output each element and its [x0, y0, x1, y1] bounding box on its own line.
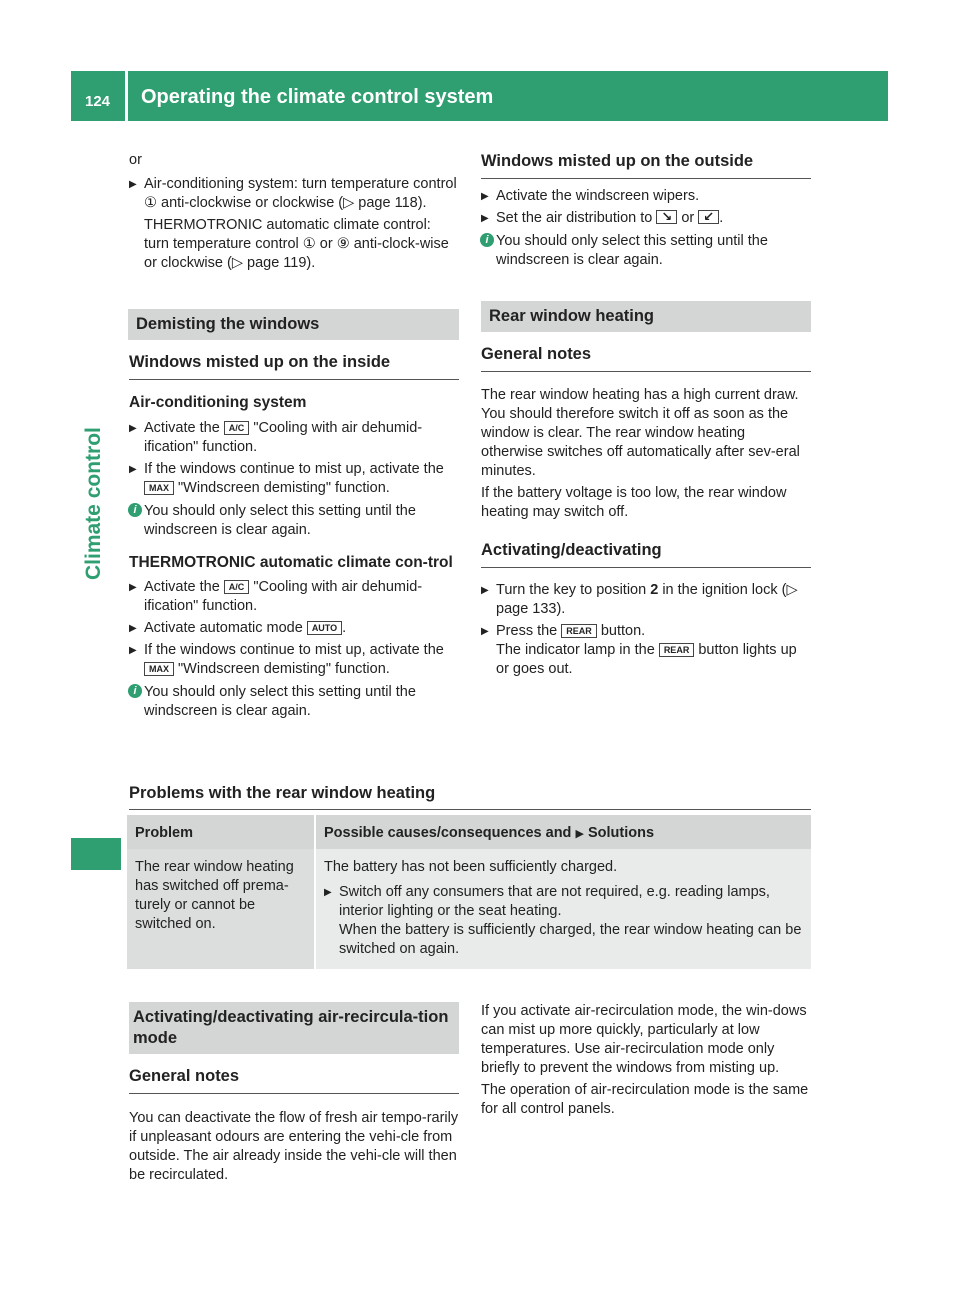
instruction-item: ▶ If the windows continue to mist up, activate the MAX "Windscreen demisting" function.: [129, 641, 459, 679]
instruction-continuation: THERMOTRONIC automatic climate control: turn temperature control ① or ⑨ anti-clock-wise or clockwise (▷ page 119).: [144, 217, 449, 271]
section-heading-recirculation: Activating/deactivating air-recircula-tion mode: [129, 1002, 459, 1054]
header-divider: [125, 71, 128, 121]
paragraph: You can deactivate the flow of fresh air tempo-rarily if unpleasant odours are entering the vehi-cle from outside. The air already inside the vehi-cle will then be recirculated.: [129, 1110, 459, 1183]
windscreen-max-icon: MAX: [144, 481, 174, 495]
heading-problems: Problems with the rear window heating: [129, 783, 811, 810]
heading-outside: Windows misted up on the outside: [481, 151, 811, 179]
heading-general-notes: General notes: [129, 1066, 459, 1094]
windscreen-max-icon: MAX: [144, 662, 174, 676]
ac-button-icon: A/C: [224, 421, 250, 435]
air-distribution-windscreen-footwell-icon: ↙: [698, 210, 719, 224]
chapter-label: Climate control: [82, 427, 105, 580]
heading-thermotronic: THERMOTRONIC automatic climate con-trol: [129, 554, 453, 571]
heading-general-notes: General notes: [481, 344, 811, 372]
instruction-item: ▶ Air-conditioning system: turn temperature control ① anti-clockwise or clockwise (▷ page 118).: [129, 175, 459, 213]
instruction-item: ▶ Activate the windscreen wipers.: [481, 187, 811, 206]
column-header-causes: Possible causes/consequences and ▶ Solutions: [314, 815, 811, 849]
instruction-item: ▶ Activate the A/C "Cooling with air dehumid-ification" function.: [129, 578, 459, 616]
paragraph: If the battery voltage is too low, the rear window heating may switch off.: [481, 485, 787, 520]
solution-cell: The battery has not been sufficiently charged. ▶ Switch off any consumers that are not required, e.g. reading lamps, interior lighting or the seat heating. When the battery is sufficiently charged, the rear window heating can be switched on again.: [314, 849, 811, 969]
recirculation-left: [129, 1002, 459, 1185]
heading-inside: Windows misted up on the inside: [129, 352, 459, 380]
section-heading-rear-window: Rear window heating: [481, 301, 811, 332]
or-text: or: [129, 152, 142, 168]
right-column: [481, 151, 811, 679]
left-column: [129, 151, 459, 721]
info-icon: i: [128, 684, 142, 698]
chapter-marker: [71, 838, 121, 870]
paragraph: If you activate air-recirculation mode, the win-dows can mist up more quickly, particularly at low temperatures. Use air-recirculation mode only briefly to prevent the windows from misting up.: [481, 1003, 807, 1076]
section-heading-demisting: Demisting the windows: [128, 309, 459, 340]
page-header: [71, 71, 888, 121]
problem-cell: The rear window heating has switched off prema-turely or cannot be switched on.: [127, 849, 314, 969]
info-icon: i: [480, 233, 494, 247]
page-number: 124: [85, 93, 111, 110]
paragraph: The operation of air-recirculation mode is the same for all control panels.: [481, 1082, 809, 1117]
table-header-row: [127, 815, 811, 849]
page-title: Operating the climate control system: [141, 86, 494, 108]
column-header-problem: Problem: [135, 825, 194, 841]
table-row: [127, 849, 811, 969]
arrow-icon: ▶: [575, 828, 584, 840]
chapter-side-tab: [71, 140, 121, 870]
instruction-item: ▶ If the windows continue to mist up, activate the MAX "Windscreen demisting" function.: [129, 460, 459, 498]
instruction-item: ▶ Activate automatic mode AUTO .: [129, 619, 459, 638]
instruction-continuation: The indicator lamp in the REAR button lights up or goes out.: [496, 642, 797, 677]
instruction-item: ▶ Set the air distribution to ↘ or ↙ .: [481, 209, 811, 228]
ac-button-icon: A/C: [224, 580, 250, 594]
heading-activating: Activating/deactivating: [481, 540, 811, 568]
info-note: i You should only select this setting until the windscreen is clear again.: [129, 502, 459, 540]
instruction-item: ▶ Press the REAR button.: [481, 622, 811, 641]
instruction-item: ▶ Switch off any consumers that are not required, e.g. reading lamps, interior lighting or the seat heating.: [324, 883, 803, 921]
rear-window-heating-icon: REAR: [659, 643, 695, 657]
heading-ac-system: Air-conditioning system: [129, 394, 307, 411]
recirculation-right: [481, 1002, 811, 1119]
paragraph: The rear window heating has a high current draw. You should therefore switch it off as soon as the window is clear. The rear window heating otherwise switches off automatically after sev-eral minutes.: [481, 387, 800, 479]
problems-table: [127, 815, 811, 969]
rear-window-heating-icon: REAR: [561, 624, 597, 638]
air-distribution-windscreen-icon: ↘: [656, 210, 677, 224]
instruction-continuation: When the battery is sufficiently charged, the rear window heating can be switched on again.: [339, 922, 802, 957]
info-note: i You should only select this setting until the windscreen is clear again.: [129, 683, 459, 721]
info-icon: i: [128, 503, 142, 517]
info-note: i You should only select this setting until the windscreen is clear again.: [481, 232, 811, 270]
instruction-item: ▶ Turn the key to position 2 in the ignition lock (▷ page 133).: [481, 581, 811, 619]
instruction-item: ▶ Activate the A/C "Cooling with air dehumid-ification" function.: [129, 419, 459, 457]
auto-button-icon: AUTO: [307, 621, 342, 635]
